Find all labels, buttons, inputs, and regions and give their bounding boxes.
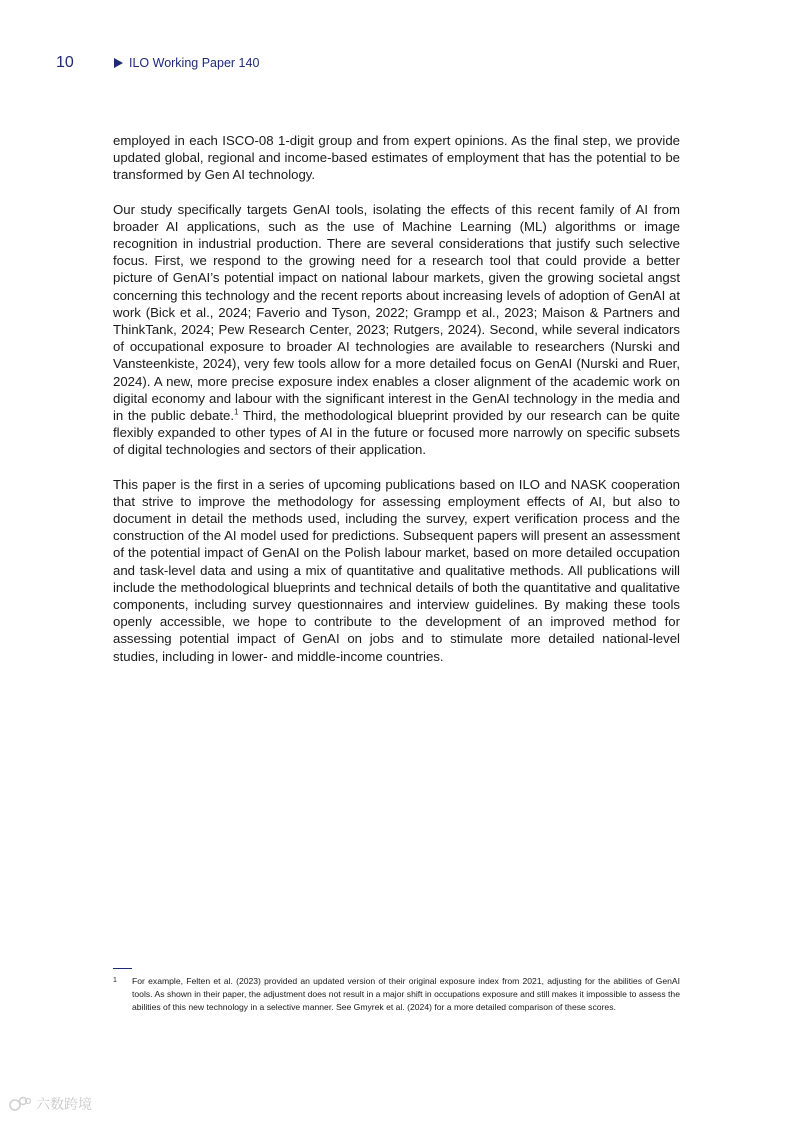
running-header <box>114 56 259 70</box>
footnote <box>113 975 680 1013</box>
footnote-text: For example, Felten et al. (2023) provided an updated version of their original exposure index from 2021, adjusting for the abilities of GenAI tools. As shown in their paper, the adjustment does not result in a major shift in occupations exposure and still makes it impossible to assess the abilities of this new technology in a selective manner. See Gmyrek et al. (2024) for a more detailed comparison of these scores. <box>132 976 680 1012</box>
footnote-reference[interactable]: 1 <box>233 407 239 417</box>
paragraph-2 <box>113 201 680 459</box>
triangle-right-icon <box>114 58 123 68</box>
paragraph-3: This paper is the first in a series of upcoming publications based on ILO and NASK cooperation that strive to improve the methodology for assessing employment effects of AI, but also to document in detail the methods used, including the survey, expert verification process and the construction of the AI model used for predictions. Subsequent papers will present an assessment of the potential impact of GenAI on the Polish labour market, based on more detailed occupation and task-level data and using a mix of quantitative and qualitative methods. All publications will include the methodological blueprints and technical details of both the quantitative and qualitative components, including survey questionnaires and interview guidelines. By making these tools openly accessible, we hope to contribute to the development of an improved method for assessing potential impact of GenAI on jobs and to stimulate more detailed national-level studies, including in lower- and middle-income countries. <box>113 476 680 664</box>
footnote-divider <box>113 968 132 969</box>
paragraph-1: employed in each ISCO-08 1-digit group and from expert opinions. As the final step, we provide updated global, regional and income-based estimates of employment that has the potential to be transformed by Gen AI technology. <box>113 133 680 183</box>
paragraph-2-text: Our study specifically targets GenAI tools, isolating the effects of this recent family of AI from broader AI applications, such as the use of Machine Learning (ML) algorithms or image recognition in industrial production. There are several considerations that justify such selective focus. First, we respond to the growing need for a research tool that could provide a better picture of GenAI’s potential impact on national labour markets, given the growing societal angst concerning this technology and the recent reports about increasing levels of adoption of GenAI at work (Bick et al., 2024; Faverio and Tyson, 2022; Grampp et al., 2023; Maison & Partners and ThinkTank, 2024; Pew Research Center, 2023; Rutgers, 2024). Second, while several indicators of occupational exposure to broader AI technologies are available to researchers (Nurski and Vansteenkiste, 2024), very few tools allow for a more detailed focus on GenAI (Nurski and Ruer, 2024). A new, more precise exposure index enables a closer alignment of the academic work on digital economy and labour with the significant interest in the GenAI technology in the media and in the public debate. <box>113 201 680 424</box>
watermark <box>8 1094 92 1114</box>
watermark-text: 六数跨境 <box>36 1096 92 1112</box>
running-title: ILO Working Paper 140 <box>129 56 260 70</box>
body-text <box>113 132 680 682</box>
paragraph-2-continuation: Third, the methodological blueprint provided by our research can be quite flexibly expanded to other types of AI in the future or focused more narrowly on specific subsets of digital technologies and sectors of their application. <box>113 408 681 458</box>
footnote-marker: 1 <box>113 977 117 984</box>
page-number: 10 <box>56 54 74 71</box>
watermark-logo-icon <box>8 1095 32 1113</box>
